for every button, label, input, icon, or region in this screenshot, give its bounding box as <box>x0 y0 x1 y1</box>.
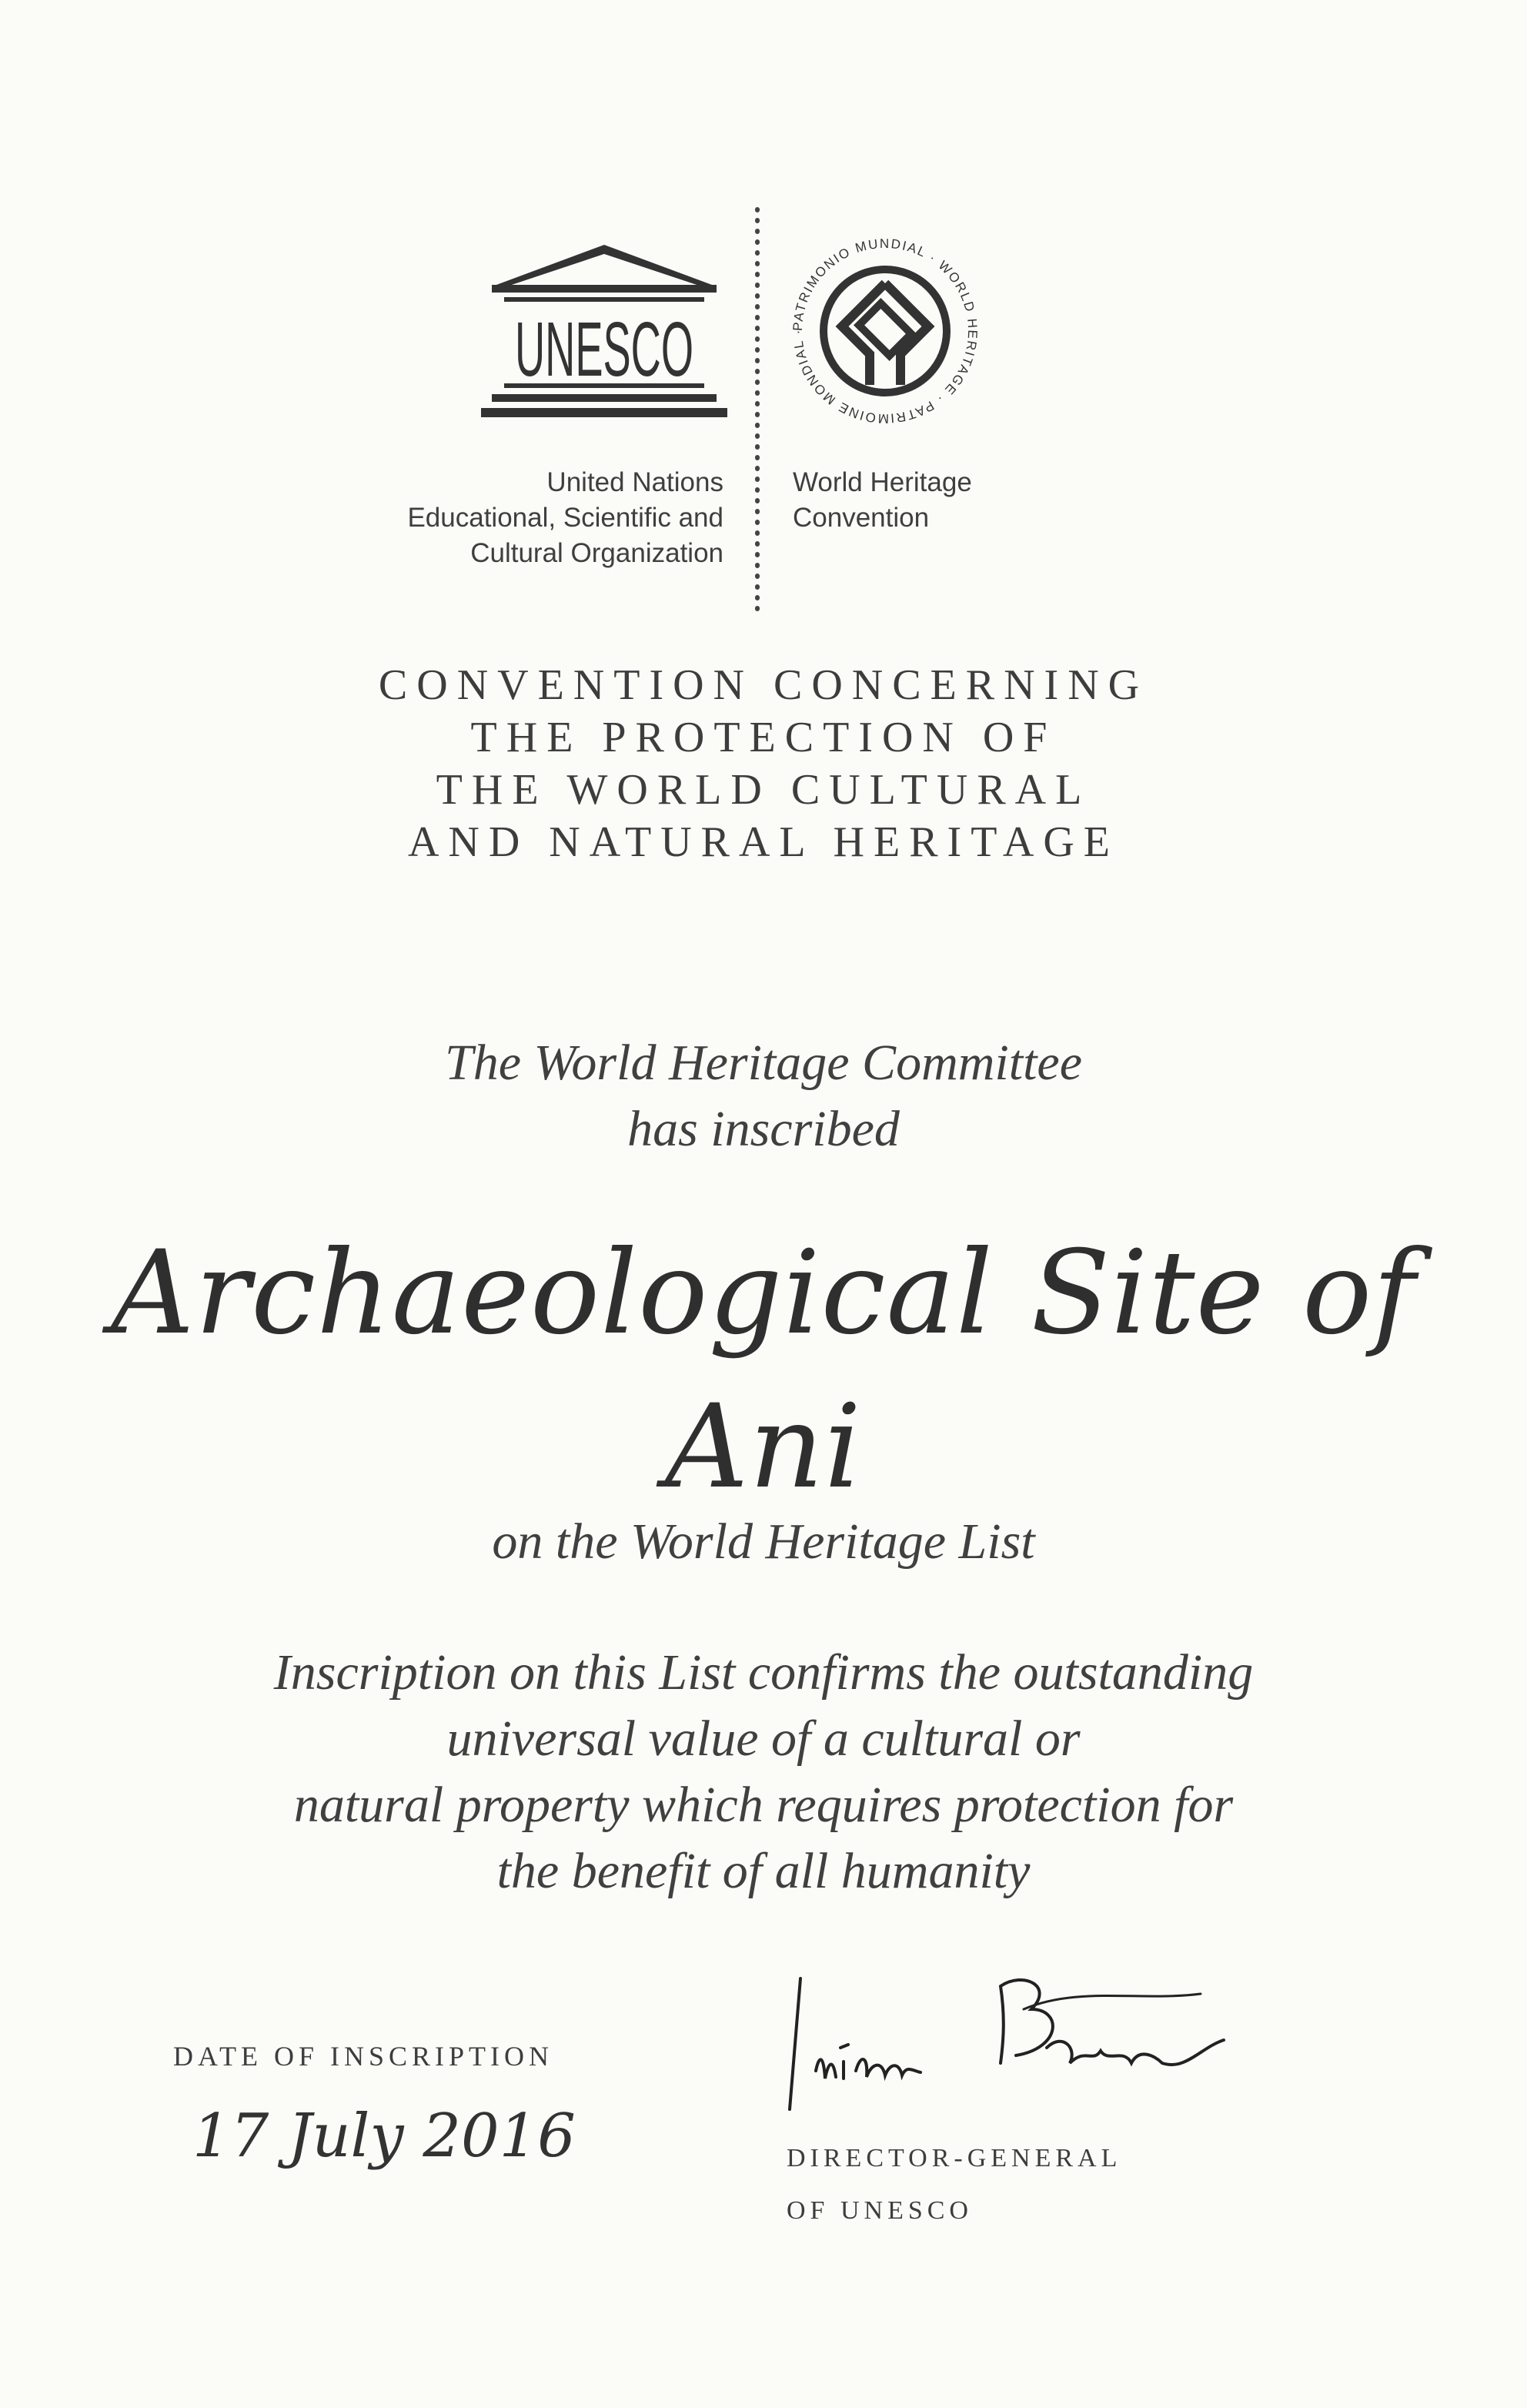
director-line: OF UNESCO <box>787 2196 973 2225</box>
date-of-inscription-label: DATE OF INSCRIPTION <box>173 2041 554 2072</box>
svg-text:PATRIMONIO MUNDIAL · WORLD HER: PATRIMONIO MUNDIAL · WORLD HERITAGE · PATRIMOINE MONDIAL · <box>790 236 981 426</box>
inscription-statement <box>0 1640 1527 1905</box>
header-logos <box>0 0 1527 631</box>
dotted-divider <box>753 206 762 622</box>
world-heritage-convention-name <box>793 465 1101 536</box>
wh-line: Convention <box>793 503 930 533</box>
date-of-inscription-value: 17 July 2016 <box>192 2102 576 2171</box>
director-signature <box>770 1955 1308 2132</box>
convention-title <box>0 659 1527 868</box>
world-heritage-emblem-icon <box>777 223 993 439</box>
committee-line: has inscribed <box>627 1101 900 1157</box>
on-list-text: on the World Heritage List <box>492 1513 1035 1570</box>
convention-line: THE PROTECTION OF <box>470 714 1057 761</box>
unesco-line: Cultural Organization <box>470 538 723 568</box>
unesco-logo-lettering: UNESCO <box>515 306 693 393</box>
unesco-line: United Nations <box>546 467 723 497</box>
wh-line: World Heritage <box>793 467 972 497</box>
unesco-line: Educational, Scientific and <box>407 503 723 533</box>
convention-line: CONVENTION CONCERNING <box>378 661 1149 709</box>
unesco-logo <box>481 245 727 439</box>
inscription-line: universal value of a cultural or <box>446 1711 1081 1767</box>
director-title <box>787 2132 1325 2237</box>
unesco-full-name <box>323 465 723 571</box>
committee-statement <box>0 1030 1527 1162</box>
director-line: DIRECTOR-GENERAL <box>787 2144 1122 2172</box>
inscription-line: natural property which requires protection for <box>293 1777 1234 1833</box>
inscription-line: Inscription on this List confirms the outstanding <box>273 1644 1254 1701</box>
inscription-line: the benefit of all humanity <box>496 1843 1031 1899</box>
convention-line: THE WORLD CULTURAL <box>436 766 1091 814</box>
committee-line: The World Heritage Committee <box>445 1035 1082 1091</box>
site-name: Archaeological Site of Ani <box>111 1226 1416 1514</box>
convention-line: AND NATURAL HERITAGE <box>407 818 1120 866</box>
